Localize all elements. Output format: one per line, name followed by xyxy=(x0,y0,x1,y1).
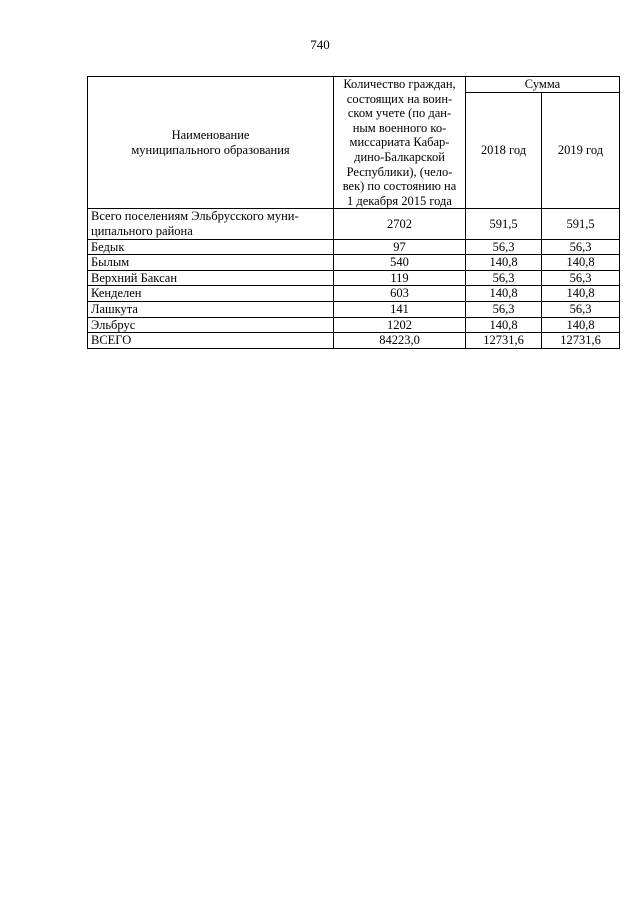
table-row xyxy=(88,209,620,239)
count-header-line: ском учете (по дан- xyxy=(347,106,452,121)
row-sum-2018: 140,8 xyxy=(466,317,542,333)
count-header-line: век) по состоянию на xyxy=(342,179,457,194)
row-count: 97 xyxy=(334,239,466,255)
row-sum-2018: 140,8 xyxy=(466,255,542,271)
row-sum-2019: 56,3 xyxy=(542,301,620,317)
count-header-line: Количество граждан, xyxy=(343,77,456,91)
year-2019-header: 2019 год xyxy=(542,93,620,209)
row-count: 1202 xyxy=(334,317,466,333)
row-sum-2018: 12731,6 xyxy=(466,333,542,349)
page-number: 740 xyxy=(310,37,330,52)
row-sum-2018: 56,3 xyxy=(466,239,542,255)
row-sum-2019: 56,3 xyxy=(542,239,620,255)
row-sum-2019: 140,8 xyxy=(542,317,620,333)
table-row xyxy=(88,270,620,286)
table-row xyxy=(88,286,620,302)
name-header-line-2: муниципального образования xyxy=(131,142,290,157)
row-count: 2702 xyxy=(334,209,466,239)
table-row xyxy=(88,239,620,255)
table-row-total xyxy=(88,333,620,349)
row-name: Кенделен xyxy=(88,286,334,302)
row-sum-2019: 591,5 xyxy=(542,209,620,239)
row-sum-2019: 56,3 xyxy=(542,270,620,286)
row-name-line-2: ципального района xyxy=(91,223,193,238)
table-row xyxy=(88,317,620,333)
header-row-1 xyxy=(88,77,620,93)
row-count: 119 xyxy=(334,270,466,286)
row-count: 540 xyxy=(334,255,466,271)
count-header-line: Республики), (чело- xyxy=(346,164,453,179)
row-sum-2018: 56,3 xyxy=(466,270,542,286)
row-sum-2018: 140,8 xyxy=(466,286,542,302)
row-count: 603 xyxy=(334,286,466,302)
row-name: Бедык xyxy=(88,239,334,255)
row-name: Эльбрус xyxy=(88,317,334,333)
count-column-header xyxy=(334,77,466,209)
name-header-line-1: Наименование xyxy=(171,128,250,143)
row-sum-2018: 591,5 xyxy=(466,209,542,239)
count-header-line: дино-Балкарской xyxy=(354,149,445,164)
row-name: Лашкута xyxy=(88,301,334,317)
row-sum-2018: 56,3 xyxy=(466,301,542,317)
row-name: ВСЕГО xyxy=(88,333,334,349)
count-header-line: миссариата Кабар- xyxy=(349,135,450,150)
table-row xyxy=(88,301,620,317)
row-name: Верхний Баксан xyxy=(88,270,334,286)
sum-column-header: Сумма xyxy=(466,77,620,93)
row-count: 84223,0 xyxy=(334,333,466,349)
count-header-line: 1 декабря 2015 года xyxy=(347,193,452,208)
count-header-line: состоящих на воин- xyxy=(346,91,453,106)
row-sum-2019: 140,8 xyxy=(542,255,620,271)
row-sum-2019: 12731,6 xyxy=(542,333,620,349)
count-header-line: ным военного ко- xyxy=(352,120,447,135)
name-column-header xyxy=(88,77,334,209)
year-2018-header: 2018 год xyxy=(466,93,542,209)
row-name xyxy=(88,209,334,239)
row-sum-2019: 140,8 xyxy=(542,286,620,302)
row-count: 141 xyxy=(334,301,466,317)
table-row xyxy=(88,255,620,271)
allocation-table xyxy=(87,76,620,349)
row-name: Былым xyxy=(88,255,334,271)
row-name-line-1: Всего поселениям Эльбрусского муни- xyxy=(91,209,299,224)
